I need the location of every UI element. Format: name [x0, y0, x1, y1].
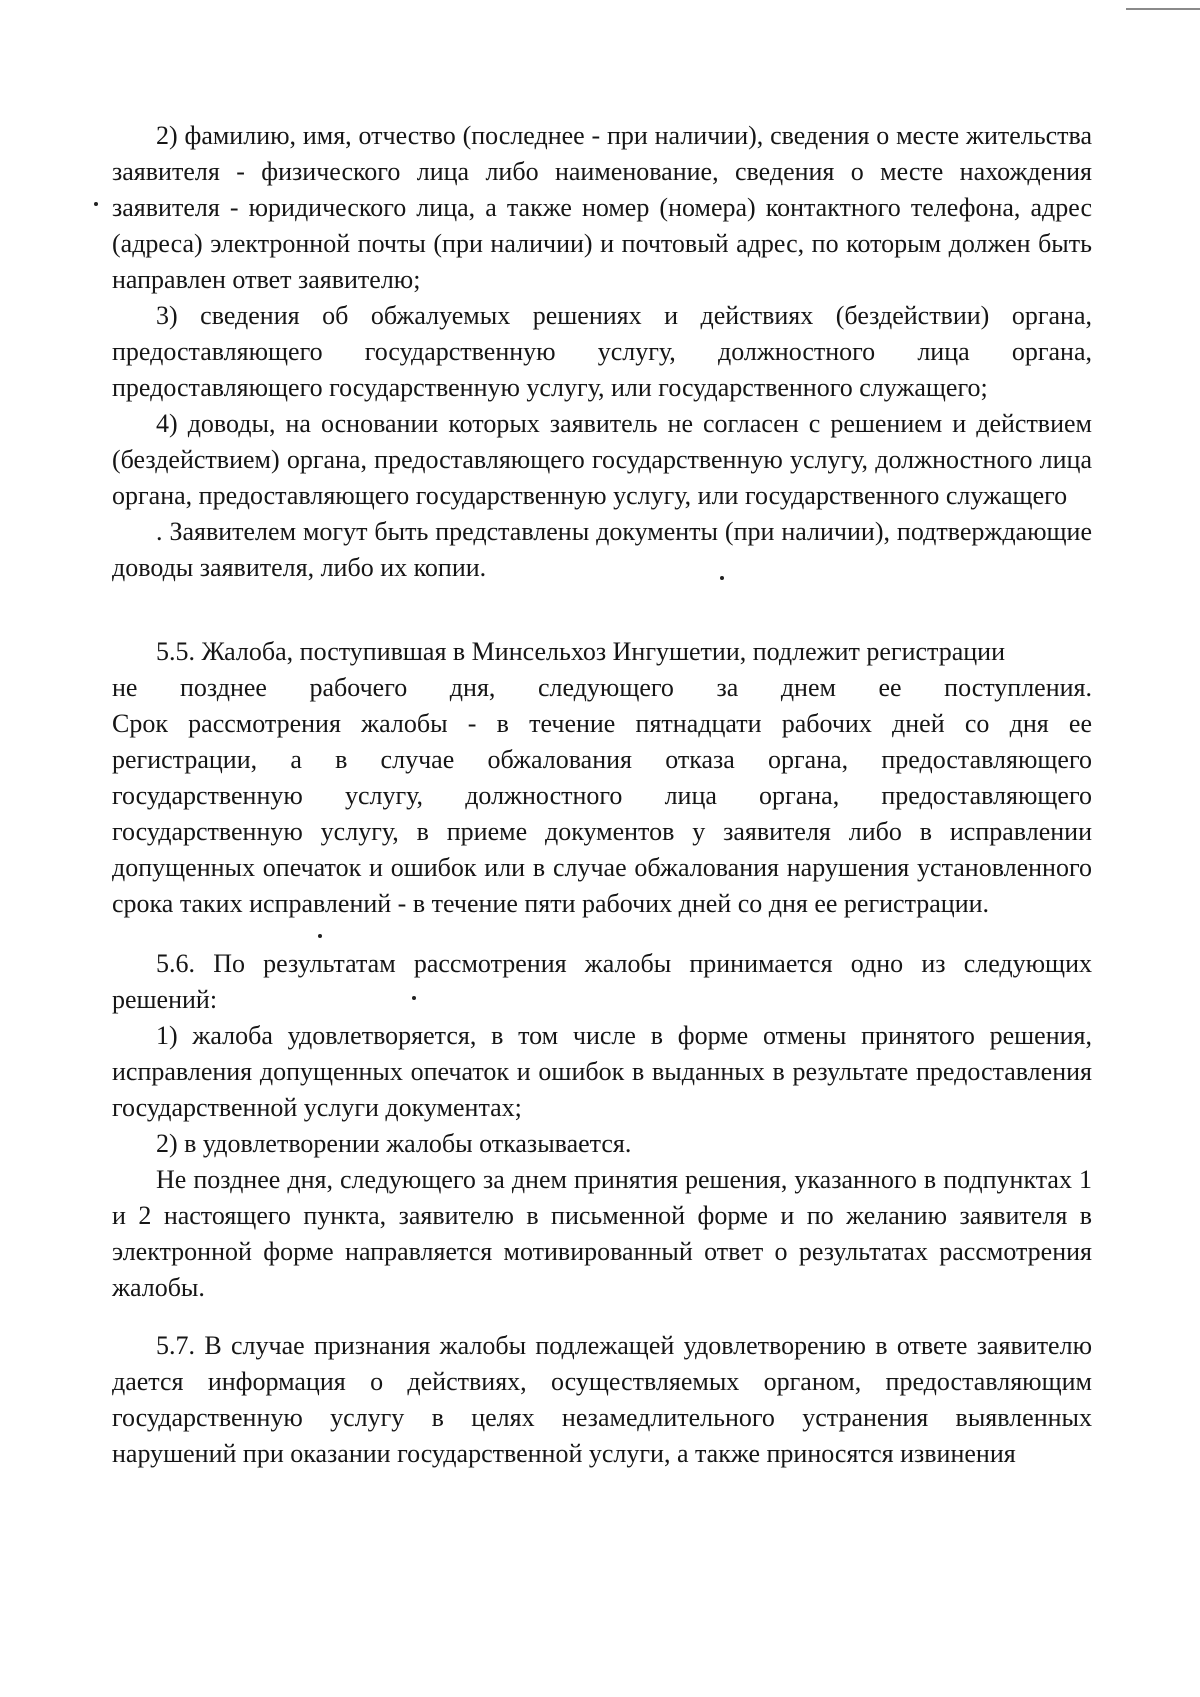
- complaint-requirements-block: [112, 118, 1092, 586]
- paragraph-item-4: 4) доводы, на основании которых заявитель не согласен с решением и действием (бездействием) органа, предоставляющего государственную услугу, должностного лица органа, предоставляющего государственную услугу, или государственного служащего: [112, 409, 1092, 510]
- scan-speck: [94, 202, 98, 206]
- paragraph-item-3: 3) сведения об обжалуемых решениях и действиях (бездействии) органа, предоставляющего государственную услугу, должностного лица органа, предоставляющего государственную услугу, или государственного служащего;: [112, 301, 1092, 402]
- paragraph-documents-note: . Заявителем могут быть представлены документы (при наличии), подтверждающие доводы заявителя, либо их копии.: [112, 517, 1092, 582]
- section-5-6-item-2: 2) в удовлетворении жалобы отказывается.: [156, 1129, 632, 1158]
- section-5-5-line-1: 5.5. Жалоба, поступившая в Минсельхоз Ингушетии, подлежит регистрации: [156, 637, 1006, 666]
- scan-speck: [720, 576, 724, 580]
- section-5-6-intro: 5.6. По результатам рассмотрения жалобы принимается одно из следующих решений:: [112, 949, 1092, 1014]
- section-5-6: [112, 946, 1092, 1306]
- section-5-7-text: 5.7. В случае признания жалобы подлежащей удовлетворению в ответе заявителю дается информация о действиях, осуществляемых органом, предоставляющим государственную услугу в целях незамедлительного устранения выявленных нарушений при оказании государственной услуги, а также приносятся извинения: [112, 1331, 1092, 1468]
- section-5-5-line-2: не позднее рабочего дня, следующего за днем ее поступления.: [112, 673, 1092, 702]
- section-5-6-response: Не позднее дня, следующего за днем принятия решения, указанного в подпунктах 1 и 2 настоящего пункта, заявителю в письменной форме и по желанию заявителя в электронной форме направляется мотивированный ответ о результатах рассмотрения жалобы.: [112, 1165, 1092, 1302]
- paragraph-item-2: 2) фамилию, имя, отчество (последнее - при наличии), сведения о месте жительства заявителя - физического лица либо наименование, сведения о месте нахождения заявителя - юридического лица, а также номер (номера) контактного телефона, адрес (адреса) электронной почты (при наличии) и почтовый адрес, по которым должен быть направлен ответ заявителю;: [112, 121, 1092, 294]
- section-5-7: [112, 1328, 1092, 1472]
- scan-edge-rule: [1126, 8, 1200, 10]
- scan-speck: [318, 934, 322, 938]
- section-5-5-body: Срок рассмотрения жалобы - в течение пятнадцати рабочих дней со дня ее регистрации, а в случае обжалования отказа органа, предоставляющего государственную услугу, должностного лица органа, предоставляющего государственную услугу, в приеме документов у заявителя либо в исправлении допущенных опечаток и ошибок или в случае обжалования нарушения установленного срока таких исправлений - в течение пяти рабочих дней со дня ее регистрации.: [112, 709, 1092, 918]
- section-5-5: [112, 634, 1092, 922]
- scan-speck: [412, 996, 416, 1000]
- section-5-6-item-1: 1) жалоба удовлетворяется, в том числе в форме отмены принятого решения, исправления допущенных опечаток и ошибок в выданных в результате предоставления государственной услуги документах;: [112, 1021, 1092, 1122]
